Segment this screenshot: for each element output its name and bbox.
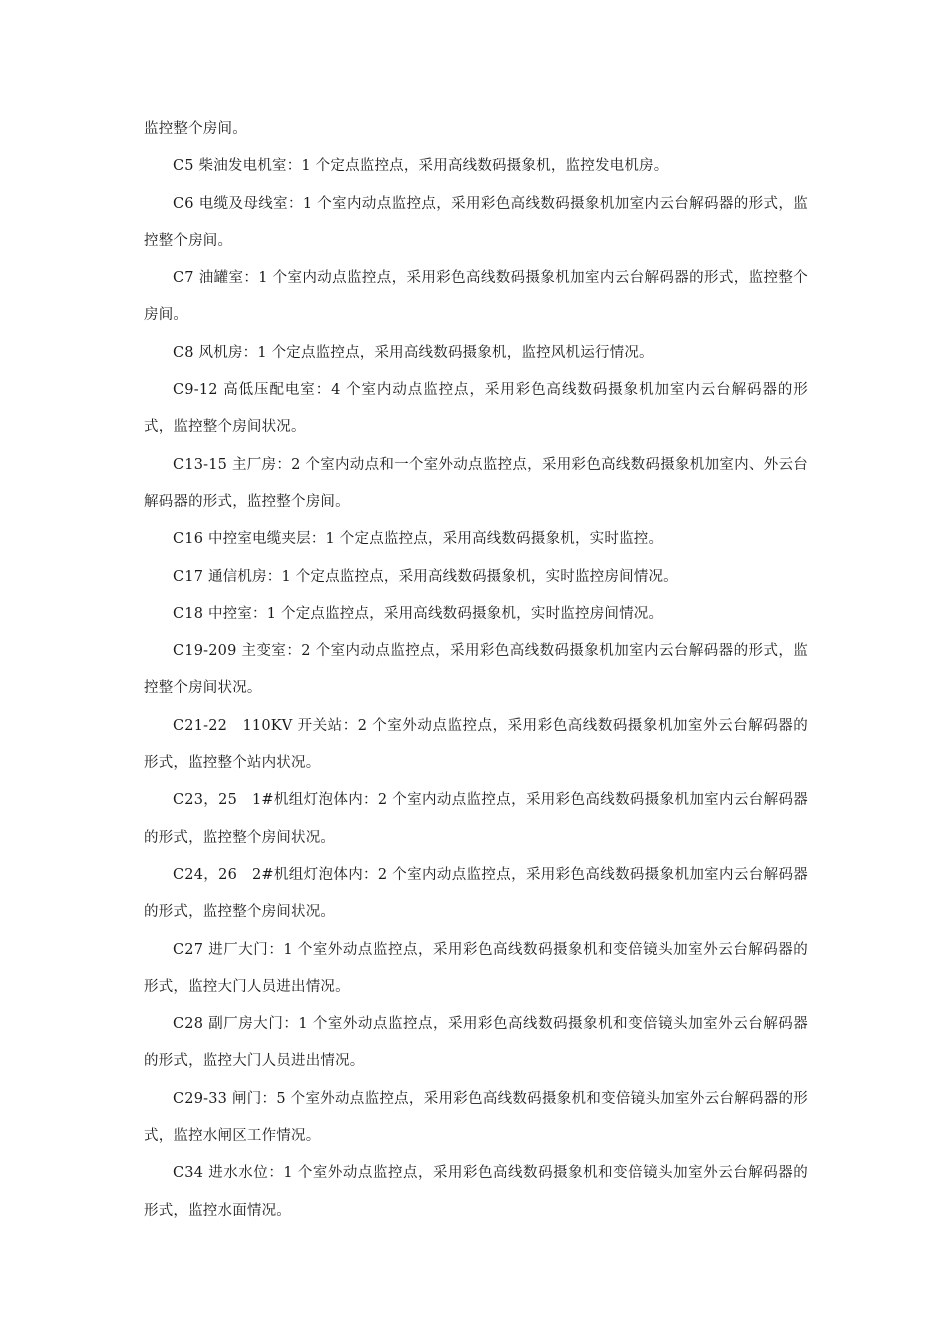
paragraph-c34: C34 进水水位：1 个室外动点监控点，采用彩色高线数码摄象机和变倍镜头加室外云台解码器的形式，监控水面情况。 bbox=[144, 1165, 808, 1219]
paragraph-continuation: 监控整个房间。 bbox=[144, 121, 247, 137]
paragraph-c5: C5 柴油发电机室：1 个定点监控点，采用高线数码摄象机，监控发电机房。 bbox=[173, 158, 669, 175]
paragraph-c9-12: C9-12 高低压配电室：4 个室内动点监控点，采用彩色高线数码摄象机加室内云台解码器的形式，监控整个房间状况。 bbox=[144, 382, 808, 436]
paragraph-c19-209: C19-209 主变室：2 个室内动点监控点，采用彩色高线数码摄象机加室内云台解码器的形式，监控整个房间状况。 bbox=[144, 643, 808, 697]
paragraph-c8: C8 风机房：1 个定点监控点，采用高线数码摄象机，监控风机运行情况。 bbox=[173, 344, 654, 361]
paragraph-c24-26: C24，26 2#机组灯泡体内：2 个室内动点监控点，采用彩色高线数码摄象机加室内云台解码器的形式，监控整个房间状况。 bbox=[144, 866, 808, 921]
paragraph-c23-25: C23，25 1#机组灯泡体内：2 个室内动点监控点，采用彩色高线数码摄象机加室内云台解码器的形式，监控整个房间状况。 bbox=[144, 792, 808, 846]
paragraph-c13-15: C13-15 主厂房：2 个室内动点和一个室外动点监控点，采用彩色高线数码摄象机加室内、外云台解码器的形式，监控整个房间。 bbox=[144, 456, 808, 510]
paragraph-c18: C18 中控室：1 个定点监控点，采用高线数码摄象机，实时监控房间情况。 bbox=[173, 605, 664, 622]
paragraph-c7: C7 油罐室：1 个室内动点监控点，采用彩色高线数码摄象机加室内云台解码器的形式，监控整个房间。 bbox=[144, 270, 808, 324]
paragraph-c16: C16 中控室电缆夹层：1 个定点监控点，采用高线数码摄象机，实时监控。 bbox=[173, 531, 664, 548]
paragraph-c27: C27 进厂大门：1 个室外动点监控点，采用彩色高线数码摄象机和变倍镜头加室外云台解码器的形式，监控大门人员进出情况。 bbox=[144, 941, 808, 995]
paragraph-c28: C28 副厂房大门：1 个室外动点监控点，采用彩色高线数码摄象机和变倍镜头加室外云台解码器的形式，监控大门人员进出情况。 bbox=[144, 1016, 808, 1070]
paragraph-c17: C17 通信机房：1 个定点监控点，采用高线数码摄象机，实时监控房间情况。 bbox=[173, 568, 678, 585]
document-page bbox=[144, 111, 808, 1230]
paragraph-c21-22: C21-22 110KV 开关站：2 个室外动点监控点，采用彩色高线数码摄象机加室外云台解码器的形式，监控整个站内状况。 bbox=[144, 717, 808, 772]
paragraph-c6: C6 电缆及母线室：1 个室内动点监控点，采用彩色高线数码摄象机加室内云台解码器的形式，监控整个房间。 bbox=[144, 195, 808, 249]
paragraph-c29-33: C29-33 闸门：5 个室外动点监控点，采用彩色高线数码摄象机和变倍镜头加室外云台解码器的形式，监控水闸区工作情况。 bbox=[144, 1090, 808, 1145]
